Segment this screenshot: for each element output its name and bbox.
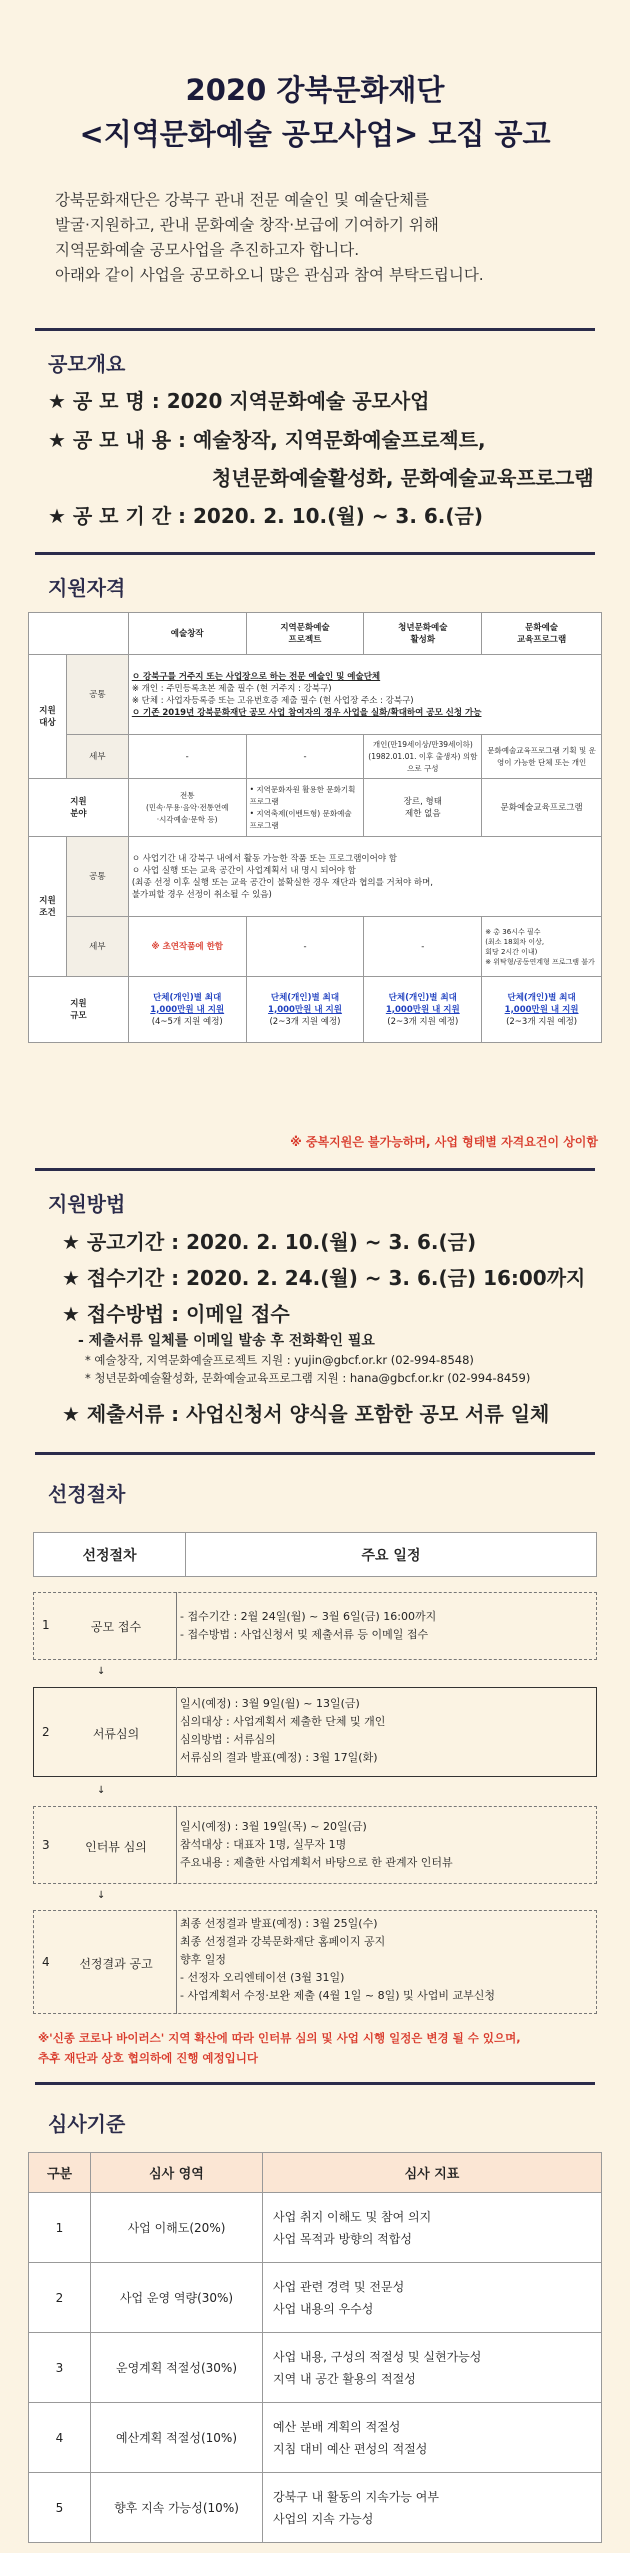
target-common-line: ㅇ 기존 2019년 강북문화재단 공모 사업 참여자의 경우 사업을 실화/확대하여 공모 신청 가능 xyxy=(131,707,482,718)
intro-text xyxy=(55,188,595,288)
method-period: ★ 공고기간 : 2020. 2. 10.(월) ~ 3. 6.(금) xyxy=(62,1230,477,1254)
col-header: 예술창작 xyxy=(128,613,246,655)
scale-cell xyxy=(246,977,364,1043)
criteria-num: 2 xyxy=(29,2263,91,2333)
cond-detail-cell: ※ 총 36시수 필수 (최소 18회차 이상, 회당 2시간 이내) ※ 위탁형/공동연계형 프로그램 불가 xyxy=(482,917,602,977)
overview-content-value1: 예술창작, 지역문화예술프로젝트, xyxy=(193,428,486,452)
criteria-table xyxy=(28,2152,602,2543)
criteria-col-header: 심사 지표 xyxy=(263,2153,602,2193)
step-detail-line: 참석대상 : 대표자 1명, 실무자 1명 xyxy=(180,1838,347,1851)
scale-main: 단체(개인)별 최대 xyxy=(388,992,457,1003)
target-detail-cell: 문화예술교육프로그램 기획 및 운영이 가능한 단체 또는 개인 xyxy=(482,735,602,779)
step-detail-line: - 접수기간 : 2월 24일(월) ~ 3월 6일(금) 16:00까지 xyxy=(180,1610,437,1623)
step-name: 선정결과 공고 xyxy=(79,1957,153,1971)
overview-heading: 공모개요 xyxy=(48,352,126,376)
row-sub-detail: 세부 xyxy=(66,735,128,779)
divider xyxy=(35,1168,595,1171)
method-email2: * 청년문화예술활성화, 문화예술교육프로그램 지원 : hana@gbcf.or.kr (02-994-8459) xyxy=(85,1371,531,1385)
step-detail-line: 심의대상 : 사업계획서 제출한 단체 및 개인 xyxy=(180,1715,386,1728)
scale-count: (2~3개 지원 예정) xyxy=(506,1016,578,1027)
step-number: 4 xyxy=(42,1955,50,1969)
arrow-down-icon: ↓ xyxy=(97,1666,106,1677)
criteria-indicators xyxy=(263,2473,602,2543)
row-sub-detail: 세부 xyxy=(66,917,128,977)
divider xyxy=(35,2082,595,2085)
criteria-row xyxy=(29,2473,602,2543)
page-title-line1: 2020 강북문화재단 xyxy=(185,73,445,107)
process-heading: 선정절차 xyxy=(48,1482,126,1506)
scale-cell xyxy=(482,977,602,1043)
cond-detail-cell: - xyxy=(364,917,482,977)
criteria-indicators xyxy=(263,2333,602,2403)
scale-sub: 1,000만원 내 지원 xyxy=(150,1004,225,1015)
criteria-num: 5 xyxy=(29,2473,91,2543)
arrow-down-icon: ↓ xyxy=(97,1890,106,1901)
criteria-indicator: 예산 분배 계획의 적절성 xyxy=(273,2419,401,2434)
step-detail xyxy=(180,1695,385,1767)
process-col-step: 선정절차 xyxy=(34,1533,186,1577)
row-label-target: 지원 대상 xyxy=(29,655,67,779)
scale-count: (2~3개 지원 예정) xyxy=(387,1016,459,1027)
cond-common-line: 불가피할 경우 선정이 취소될 수 있음) xyxy=(131,889,272,900)
scale-cell xyxy=(128,977,246,1043)
method-receive: ★ 접수기간 : 2020. 2. 24.(월) ~ 3. 6.(금) 16:00까지 xyxy=(62,1266,586,1290)
criteria-area: 사업 운영 역량(30%) xyxy=(91,2263,263,2333)
criteria-indicator: 사업 취지 이해도 및 참여 의지 xyxy=(273,2209,432,2224)
criteria-col-header: 구분 xyxy=(29,2153,91,2193)
cond-common-line: ㅇ 사업 실행 또는 교육 공간이 사업계획서 내 명시 되어야 함 xyxy=(131,865,356,876)
method-heading: 지원방법 xyxy=(48,1192,126,1216)
intro-line: 지역문화예술 공모사업을 추진하고자 합니다. xyxy=(55,241,360,259)
criteria-indicators xyxy=(263,2193,602,2263)
overview-name-label: ★ 공 모 명 : xyxy=(48,389,167,413)
row-label-field: 지원 분야 xyxy=(29,779,129,837)
step-detail-line: 일시(예정) : 3월 19일(목) ~ 20일(금) xyxy=(180,1820,367,1833)
process-note-line2: 추후 재단과 상호 협의하에 진행 예정입니다 xyxy=(38,2051,258,2065)
row-label-condition: 지원 조건 xyxy=(29,837,67,977)
step-detail-line: 향후 일정 xyxy=(180,1953,227,1966)
step-number: 2 xyxy=(42,1725,50,1739)
step-number: 1 xyxy=(42,1618,50,1632)
criteria-indicator: 사업 관련 경력 및 전문성 xyxy=(273,2279,405,2294)
step-name: 공모 접수 xyxy=(90,1620,142,1634)
step-detail xyxy=(180,1915,495,2005)
criteria-num: 3 xyxy=(29,2333,91,2403)
criteria-row xyxy=(29,2403,602,2473)
arrow-down-icon: ↓ xyxy=(97,1785,106,1796)
divider xyxy=(35,1452,595,1455)
overview-name xyxy=(48,385,430,414)
eligibility-heading: 지원자격 xyxy=(48,576,126,600)
criteria-area: 예산계획 적절성(10%) xyxy=(91,2403,263,2473)
method-email1: * 예술창작, 지역문화예술프로젝트 지원 : yujin@gbcf.or.kr (02-994-8548) xyxy=(85,1353,474,1367)
overview-content-label: ★ 공 모 내 용 : xyxy=(48,428,193,452)
step-detail-line: 주요내용 : 제출한 사업계획서 바탕으로 한 관계자 인터뷰 xyxy=(180,1856,453,1869)
criteria-area: 향후 지속 가능성(10%) xyxy=(91,2473,263,2543)
step-detail-line: - 사업계획서 수정·보완 제출 (4월 1일 ~ 8일) 및 사업비 교부신청 xyxy=(180,1989,495,2002)
step-detail xyxy=(180,1818,453,1872)
divider xyxy=(35,552,595,555)
step-detail-line: - 선정자 오리엔테이션 (3월 31일) xyxy=(180,1971,345,1984)
criteria-indicator: 사업의 지속 가능성 xyxy=(273,2511,374,2526)
row-sub-common: 공통 xyxy=(66,655,128,735)
scale-cell xyxy=(364,977,482,1043)
step-name: 인터뷰 심의 xyxy=(85,1840,147,1854)
criteria-indicators xyxy=(263,2403,602,2473)
criteria-num: 4 xyxy=(29,2403,91,2473)
target-common-line: ※ 개인 : 주민등록초본 제출 필수 (현 거주지 : 강북구) xyxy=(131,683,332,694)
overview-period xyxy=(48,500,483,529)
col-header: 지역문화예술 프로젝트 xyxy=(246,613,364,655)
step-detail-line: 심의방법 : 서류심의 xyxy=(180,1733,276,1746)
col-header: 청년문화예술 활성화 xyxy=(364,613,482,655)
cond-detail-cell: - xyxy=(246,917,364,977)
scale-sub: 1,000만원 내 지원 xyxy=(268,1004,342,1015)
eligibility-note: ※ 중복지원은 불가능하며, 사업 형태별 자격요건이 상이함 xyxy=(290,1135,598,1149)
cond-common-line: (최종 선정 이후 실행 또는 교육 공간이 불확실한 경우 재단과 협의를 거쳐야 하며, xyxy=(131,877,434,888)
criteria-indicator: 사업 내용의 우수성 xyxy=(273,2301,374,2316)
row-sub-common: 공통 xyxy=(66,837,128,917)
scale-main: 단체(개인)별 최대 xyxy=(270,992,340,1003)
process-note-line1: ※'신종 코로나 바이러스' 지역 확산에 따라 인터뷰 심의 및 사업 시행 일정은 변경 될 수 있으며, xyxy=(38,2031,521,2045)
method-docs: ★ 제출서류 : 사업신청서 양식을 포함한 공모 서류 일체 xyxy=(62,1402,550,1426)
step-detail-line: - 접수방법 : 사업신청서 및 제출서류 등 이메일 접수 xyxy=(180,1628,429,1641)
target-detail-cell: - xyxy=(246,735,364,779)
criteria-heading: 심사기준 xyxy=(48,2112,126,2136)
field-cell: 장르, 형태 제한 없음 xyxy=(364,779,482,837)
scale-main: 단체(개인)별 최대 xyxy=(507,992,576,1003)
eligibility-table xyxy=(28,612,602,1043)
scale-sub: 1,000만원 내 지원 xyxy=(385,1004,460,1015)
target-common-cell xyxy=(128,655,601,735)
step-name: 서류심의 xyxy=(92,1727,140,1741)
criteria-row xyxy=(29,2263,602,2333)
step-detail-line: 최종 선정결과 강북문화재단 홈페이지 공지 xyxy=(180,1935,386,1948)
step-detail-line: 서류심의 결과 발표(예정) : 3월 17일(화) xyxy=(180,1751,378,1764)
target-common-line: ※ 단체 : 사업자등록증 또는 고유번호증 제출 필수 (현 사업장 주소 : 강북구) xyxy=(131,695,414,706)
field-cell: • 지역문화자원 활용한 문화기획 프로그램 • 지역축제(이벤트형) 문화예술 프로그램 xyxy=(246,779,364,837)
overview-period-value: 2020. 2. 10.(월) ~ 3. 6.(금) xyxy=(193,504,484,528)
target-detail-cell: - xyxy=(128,735,246,779)
criteria-indicator: 지침 대비 예산 편성의 적절성 xyxy=(273,2441,428,2456)
col-header: 문화예술 교육프로그램 xyxy=(482,613,602,655)
criteria-indicator: 지역 내 공간 활용의 적절성 xyxy=(273,2371,416,2386)
scale-count: (4~5개 지원 예정) xyxy=(151,1016,223,1027)
method-how: ★ 접수방법 : 이메일 접수 xyxy=(62,1302,290,1326)
cond-common-cell xyxy=(128,837,601,917)
criteria-indicator: 강북구 내 활동의 지속가능 여부 xyxy=(273,2489,439,2504)
intro-line: 강북문화재단은 강북구 관내 전문 예술인 및 예술단체를 xyxy=(55,191,429,209)
criteria-row xyxy=(29,2333,602,2403)
step-detail xyxy=(180,1608,436,1644)
criteria-area: 운영계획 적절성(30%) xyxy=(91,2333,263,2403)
criteria-col-header: 심사 영역 xyxy=(91,2153,263,2193)
target-common-line: ㅇ 강북구를 거주지 또는 사업장으로 하는 전문 예술인 및 예술단체 xyxy=(131,671,381,682)
cond-detail-cell: ※ 초연작품에 한함 xyxy=(128,917,246,977)
row-label-scale: 지원 규모 xyxy=(29,977,129,1043)
step-number: 3 xyxy=(42,1838,50,1852)
criteria-num: 1 xyxy=(29,2193,91,2263)
overview-name-value: 2020 지역문화예술 공모사업 xyxy=(166,389,430,413)
criteria-indicator: 사업 내용, 구성의 적절성 및 실현가능성 xyxy=(273,2349,482,2364)
cond-common-line: ㅇ 사업기간 내 강북구 내에서 활동 가능한 작품 또는 프로그램이어야 함 xyxy=(131,853,397,864)
criteria-indicator: 사업 목적과 방향의 적합성 xyxy=(273,2231,412,2246)
page-title-line2: <지역문화예술 공모사업> 모집 공고 xyxy=(79,117,551,151)
target-detail-cell: 개인(만19세이상/만39세이하)(1982.01.01. 이후 출생자) 의함으로 구성 xyxy=(364,735,482,779)
intro-line: 발굴·지원하고, 관내 문화예술 창작·보급에 기여하기 위해 xyxy=(55,216,439,234)
process-header xyxy=(33,1532,597,1577)
scale-main: 단체(개인)별 최대 xyxy=(153,992,222,1003)
field-cell: 전통 (민속·무용·음악·전통연예 ·시각예술·문학 등) xyxy=(128,779,246,837)
criteria-area: 사업 이해도(20%) xyxy=(91,2193,263,2263)
step-detail-line: 최종 선정결과 발표(예정) : 3월 25일(수) xyxy=(180,1917,378,1930)
step-detail-line: 일시(예정) : 3월 9일(월) ~ 13일(금) xyxy=(180,1697,360,1710)
criteria-row xyxy=(29,2193,602,2263)
scale-count: (2~3개 지원 예정) xyxy=(269,1016,341,1027)
overview-content xyxy=(48,424,486,453)
criteria-indicators xyxy=(263,2263,602,2333)
overview-period-label: ★ 공 모 기 간 : xyxy=(48,504,193,528)
divider xyxy=(35,328,595,331)
scale-sub: 1,000만원 내 지원 xyxy=(504,1004,579,1015)
method-how-sub: - 제출서류 일체를 이메일 발송 후 전화확인 필요 xyxy=(78,1333,375,1349)
process-col-schedule: 주요 일정 xyxy=(186,1533,597,1577)
intro-line: 아래와 같이 사업을 공모하오니 많은 관심과 참여 부탁드립니다. xyxy=(55,266,484,284)
field-cell: 문화예술교육프로그램 xyxy=(482,779,602,837)
overview-content-value2: 청년문화예술활성화, 문화예술교육프로그램 xyxy=(212,466,594,490)
